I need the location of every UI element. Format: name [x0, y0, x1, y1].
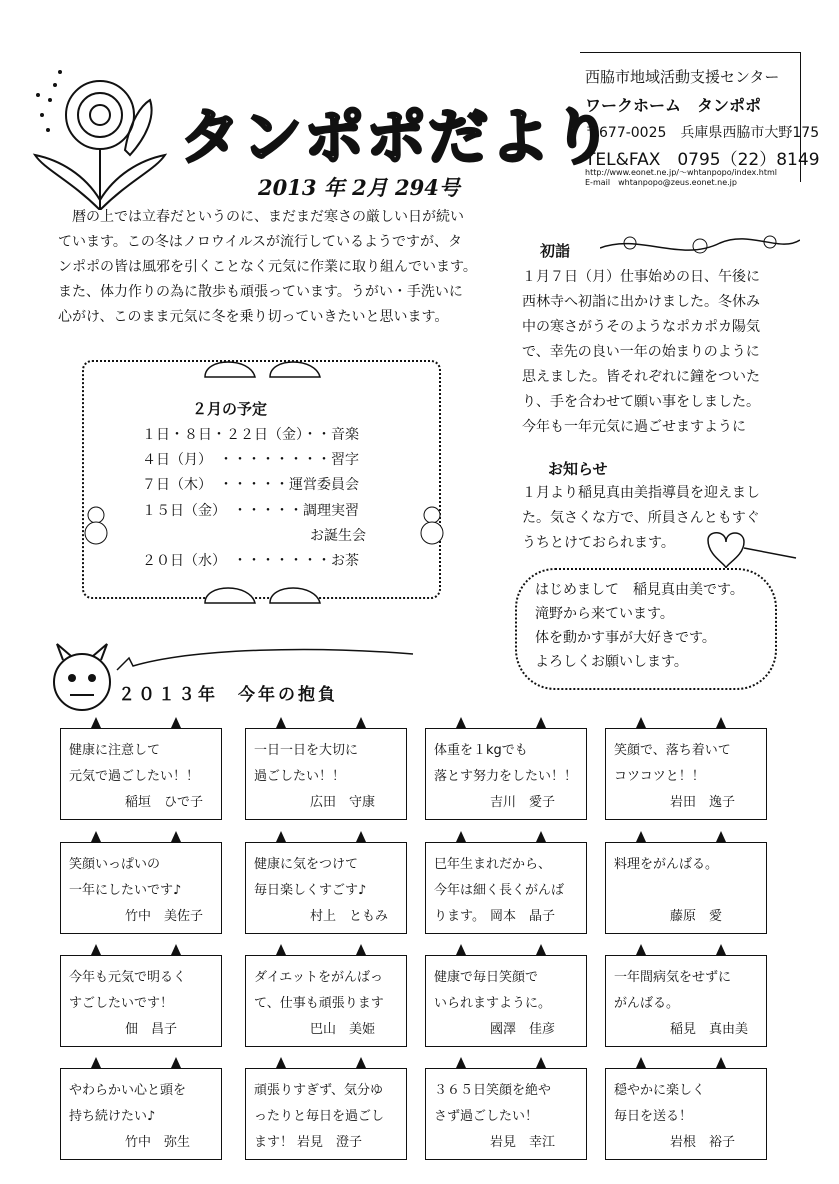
rice-cake-icon [200, 352, 330, 382]
card-horn-icon [456, 944, 466, 955]
goal-text-line: 料理をがんばる。 [614, 857, 719, 872]
hatsumoude-line: 中の寒さがうそのようなポカポカ陽気 [522, 319, 760, 335]
greeting-line: 体を動かす事が大好きです。 [535, 630, 716, 646]
card-horn-icon [456, 1057, 466, 1068]
goal-author: 國澤 佳彦 [490, 1022, 556, 1037]
intro-line: 心がけ、このまま元気に冬を乗り切っていきたいと思います。 [58, 309, 449, 325]
dandelion-illustration [30, 60, 170, 210]
goal-card [60, 1068, 222, 1160]
card-horn-icon [636, 831, 646, 842]
goal-text-line: 穏やかに楽しく [614, 1083, 706, 1098]
intro-line: ンポポの皆は風邪を引くことなく元気に作業に取り組んでいます。 [58, 259, 477, 275]
goal-author: 広田 守康 [310, 795, 376, 810]
goal-author: 吉川 愛子 [490, 795, 556, 810]
goal-card [245, 728, 407, 820]
goal-author: 佃 昌子 [125, 1022, 178, 1037]
card-horn-icon [91, 717, 101, 728]
card-horn-icon [356, 831, 366, 842]
org-url: http://www.eonet.ne.jp/～whtanpopo/index.html [585, 168, 777, 177]
card-horn-icon [356, 944, 366, 955]
goal-text-line: いられますように。 [434, 996, 552, 1011]
goal-author: 稲垣 ひで子 [125, 795, 204, 810]
goal-author: 巴山 美姫 [310, 1022, 376, 1037]
goal-author: 村上 ともみ [310, 909, 389, 924]
goals-title: ２０１３年 今年の抱負 [118, 685, 338, 705]
goal-author: 竹中 弥生 [125, 1135, 191, 1150]
goal-text-line: やわらかい心と頭を [69, 1083, 187, 1098]
hatsumoude-line: １月７日（月）仕事始めの日、午後に [522, 269, 760, 285]
goal-text-line: 健康に気をつけて [254, 857, 359, 872]
goal-text-line: がんばる。 [614, 996, 680, 1011]
card-horn-icon [716, 717, 726, 728]
greeting-text [535, 578, 744, 674]
goal-text-line: 体重を１kgでも [434, 743, 528, 758]
card-horn-icon [456, 717, 466, 728]
new-year-decoration [600, 228, 800, 263]
hatsumoude-line: で、幸先の良い一年の始まりのように [522, 344, 760, 360]
schedule-row: ７日（木） ・・・・・運営委員会 [142, 477, 359, 493]
card-horn-icon [276, 944, 286, 955]
notice-title: お知らせ [548, 460, 608, 478]
header-org-box [580, 52, 800, 54]
goal-author: 岩根 裕子 [670, 1135, 736, 1150]
goal-author: 岡本 晶子 [490, 909, 556, 924]
goal-card [425, 842, 587, 934]
goal-text-line: 巳年生まれだから、 [434, 857, 552, 872]
card-horn-icon [91, 1057, 101, 1068]
goal-text-line: 今年は細く長くがんば [434, 883, 565, 898]
goal-text-line: ます！ [254, 1135, 294, 1150]
org-name: 西脇市地域活動支援センター [585, 68, 780, 86]
goal-card [245, 1068, 407, 1160]
goal-text-line: て、仕事も頑張ります [254, 996, 384, 1011]
card-horn-icon [276, 1057, 286, 1068]
card-horn-icon [716, 944, 726, 955]
org-address: 〒677-0025 兵庫県西脇市大野175 [585, 125, 820, 141]
goal-author: 藤原 愛 [670, 909, 723, 924]
goal-text-line: 元気で過ごしたい！！ [69, 769, 200, 784]
hatsumoude-title: 初詣 [540, 242, 571, 260]
goal-card [605, 955, 767, 1047]
goal-text-line: 毎日楽しくすごす♪ [254, 883, 367, 898]
goal-author: 岩見 幸江 [490, 1135, 556, 1150]
intro-line: 暦の上では立春だというのに、まだまだ寒さの厳しい日が続い [58, 209, 464, 225]
goal-text-line: ります。 [434, 909, 485, 924]
intro-line: また、体力作りの為に散歩も頑張っています。うがい・手洗いに [58, 284, 463, 300]
card-horn-icon [636, 944, 646, 955]
goal-author: 岩見 澄子 [297, 1135, 363, 1150]
card-horn-icon [636, 717, 646, 728]
goal-card [60, 955, 222, 1047]
hatsumoude-body [522, 265, 760, 440]
goal-card [425, 728, 587, 820]
greeting-line: 滝野から来ています。 [535, 606, 674, 622]
card-horn-icon [716, 831, 726, 842]
goal-text-line: 毎日を送る！ [614, 1109, 693, 1124]
card-horn-icon [171, 944, 181, 955]
card-horn-icon [91, 944, 101, 955]
goal-card [245, 842, 407, 934]
goal-card [60, 728, 222, 820]
goal-text-line: 笑顔で、落ち着いて [614, 743, 731, 758]
card-horn-icon [356, 1057, 366, 1068]
goal-text-line: 一年にしたいです♪ [69, 883, 182, 898]
goal-author: 岩田 逸子 [670, 795, 736, 810]
goal-text-line: さず過ごしたい！ [434, 1109, 539, 1124]
goal-text-line: 過ごしたい！！ [254, 769, 346, 784]
card-horn-icon [536, 944, 546, 955]
card-horn-icon [536, 1057, 546, 1068]
goal-card [425, 1068, 587, 1160]
card-horn-icon [276, 831, 286, 842]
newsletter-title: タンポポだより [180, 103, 614, 173]
hatsumoude-line: 西林寺へ初詣に出かけました。冬休み [522, 294, 760, 310]
notice-line: た。気さくな方で、所員さんともすぐ [522, 510, 760, 526]
hatsumoude-line: り、手を合わせて願い事をしました。 [522, 394, 760, 410]
goal-text-line: コツコツと！！ [614, 769, 705, 784]
goal-text-line: 一年間病気をせずに [614, 970, 732, 985]
card-horn-icon [171, 831, 181, 842]
card-horn-icon [536, 831, 546, 842]
hatsumoude-line: 思えました。皆それぞれに鐘をついた [522, 369, 760, 385]
goal-text-line: ３６５日笑顔を絶や [434, 1083, 552, 1098]
card-horn-icon [636, 1057, 646, 1068]
rice-cake-icon [200, 578, 330, 608]
snowman-icon [82, 505, 110, 545]
goal-text-line: ダイエットをがんばっ [254, 970, 383, 985]
org-email: E-mail whtanpopo@zeus.eonet.ne.jp [585, 178, 737, 187]
goal-card [245, 955, 407, 1047]
heart-icon [688, 528, 798, 573]
snowman-icon [418, 505, 446, 545]
card-horn-icon [171, 1057, 181, 1068]
goal-text-line: 健康で毎日笑顔で [434, 970, 539, 985]
goal-card [605, 1068, 767, 1160]
goal-text-line: ったりと毎日を過ごし [254, 1109, 385, 1124]
issue-number: 2013 年 2月 294号 [258, 175, 460, 200]
card-horn-icon [536, 717, 546, 728]
card-horn-icon [356, 717, 366, 728]
goal-card [60, 842, 222, 934]
card-horn-icon [456, 831, 466, 842]
goal-text-line: 笑顔いっぱいの [69, 857, 161, 872]
goal-text-line: 一日一日を大切に [254, 743, 359, 758]
speech-line [115, 640, 415, 680]
oni-mask-icon [45, 640, 120, 715]
goal-text-line: 今年も元気で明るく [69, 970, 187, 985]
goal-author: 竹中 美佐子 [125, 909, 204, 924]
goal-text-line: 健康に注意して [69, 743, 161, 758]
schedule-row: １日・８日・２２日（金）・・音楽 [142, 427, 359, 443]
goal-card [605, 728, 767, 820]
intro-line: ています。この冬はノロウイルスが流行しているようですが、タ [58, 234, 463, 250]
hatsumoude-line: 今年も一年元気に過ごせますように [522, 419, 746, 435]
greeting-line: よろしくお願いします。 [535, 654, 688, 670]
goal-author: 稲見 真由美 [670, 1022, 749, 1037]
schedule-row: ２０日（水） ・・・・・・・お茶 [142, 553, 359, 569]
goal-text-line: 落とす努力をしたい！！ [434, 769, 578, 784]
goal-card [425, 955, 587, 1047]
greeting-line: はじめまして 稲見真由美です。 [535, 582, 744, 598]
goal-text-line: 頑張りすぎず、気分ゆ [254, 1083, 383, 1098]
card-horn-icon [276, 717, 286, 728]
schedule-row: １５日（金） ・・・・・調理実習 [142, 503, 359, 519]
intro-paragraph [58, 205, 477, 330]
card-horn-icon [716, 1057, 726, 1068]
card-horn-icon [171, 717, 181, 728]
schedule-title: ２月の予定 [192, 400, 268, 418]
goal-text-line: すごしたいです！ [69, 996, 174, 1011]
goal-card [605, 842, 767, 934]
org-tel: TEL&FAX 0795（22）8149 [585, 150, 820, 170]
org-subname: ワークホーム タンポポ [585, 96, 762, 115]
goal-text-line: 持ち続けたい♪ [69, 1109, 156, 1124]
schedule-row: お誕生会 [142, 528, 366, 544]
notice-line: １月より稲見真由美指導員を迎えまし [522, 485, 760, 501]
card-horn-icon [91, 831, 101, 842]
schedule-row: ４日（月） ・・・・・・・・習字 [142, 452, 359, 468]
notice-line: うちとけておられます。 [522, 535, 675, 551]
